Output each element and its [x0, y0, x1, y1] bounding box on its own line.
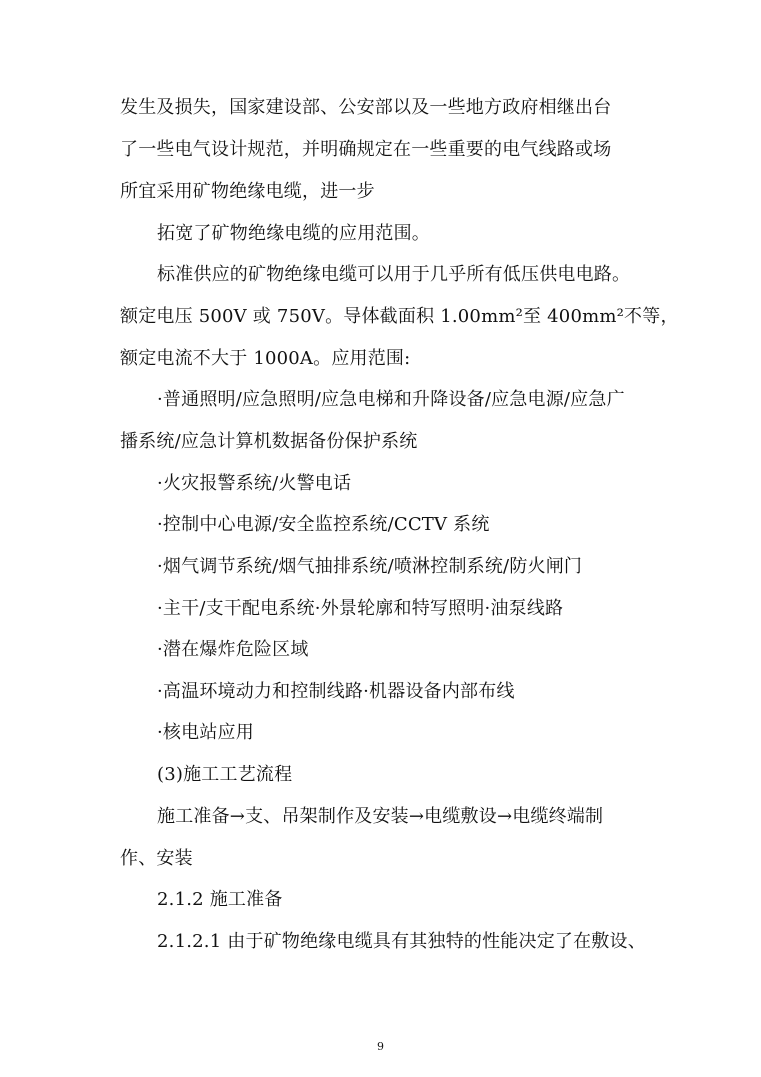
list-item: ·高温环境动力和控制线路·机器设备内部布线	[157, 681, 515, 702]
text-line: 额定电流不大于 1000A。应用范围:	[120, 348, 411, 369]
text-line: 拓宽了矿物绝缘电缆的应用范围。	[157, 223, 430, 244]
text-line: 额定电压 500V 或 750V。导体截面积 1.00mm²至 400mm²不等，	[120, 306, 679, 327]
page-number: 9	[377, 1040, 384, 1053]
list-item: ·主干/支干配电系统·外景轮廓和特写照明·油泵线路	[157, 598, 564, 619]
section-heading: 2.1.2 施工准备	[157, 889, 283, 910]
list-item: ·核电站应用	[157, 722, 254, 743]
text-line: 了一些电气设计规范，并明确规定在一些重要的电气线路或场	[120, 139, 612, 160]
list-item: ·普通照明/应急照明/应急电梯和升降设备/应急电源/应急广	[157, 389, 625, 410]
list-item: ·潜在爆炸危险区域	[157, 639, 309, 660]
list-item: ·火灾报警系统/火警电话	[157, 473, 352, 494]
text-line: 标准供应的矿物绝缘电缆可以用于几乎所有低压供电电路。	[157, 264, 631, 285]
list-item: ·控制中心电源/安全监控系统/CCTV 系统	[157, 514, 490, 535]
text-line: 施工准备→支、吊架制作及安装→电缆敷设→电缆终端制	[157, 806, 604, 827]
section-heading: (3)施工工艺流程	[157, 764, 293, 785]
text-line: 所宜采用矿物绝缘电缆，进一步	[120, 181, 375, 202]
text-line: 发生及损失，国家建设部、公安部以及一些地方政府相继出台	[120, 97, 612, 118]
text-line: 2.1.2.1 由于矿物绝缘电缆具有其独特的性能决定了在敷设、	[157, 931, 646, 952]
list-item: ·烟气调节系统/烟气抽排系统/喷淋控制系统/防火闸门	[157, 556, 583, 577]
list-item-continuation: 播系统/应急计算机数据备份保护系统	[120, 431, 418, 452]
text-line: 作、安装	[120, 848, 193, 869]
